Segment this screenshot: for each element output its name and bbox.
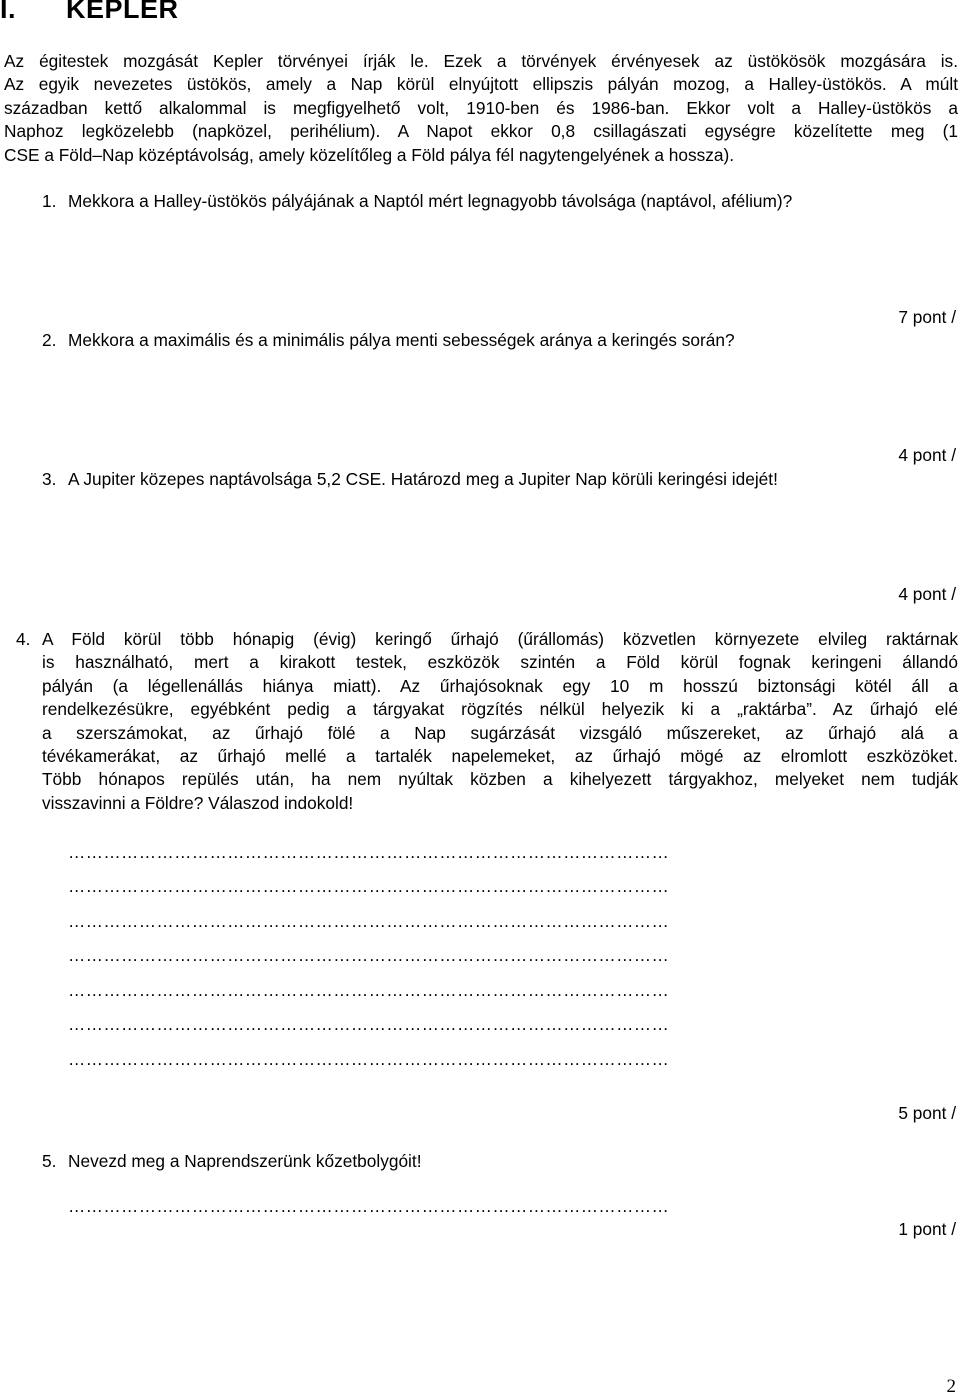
section-heading xyxy=(0,0,179,25)
question-1 xyxy=(42,191,792,212)
question-3 xyxy=(42,469,778,490)
question-4-points: 5 pont / xyxy=(898,1103,956,1123)
question-number: 5. xyxy=(42,1151,57,1171)
intro-line: Az égitestek mozgását Kepler törvényei írják le. Ezek a törvények érvényesek az üstökösök mozgására is. xyxy=(4,51,958,71)
question-4-line: visszavinni a Földre? Válaszod indokold! xyxy=(42,792,354,813)
question-2-points: 4 pont / xyxy=(898,445,956,465)
question-4-line: pályán (a légellenállás hiánya miatt). Az űrhajósoknak egy 10 m hosszú biztonsági kötél áll a xyxy=(42,675,958,696)
section-number: I. xyxy=(0,0,17,24)
answer-line[interactable]: ………………………………………………………………………………………… xyxy=(68,1049,670,1069)
answer-line[interactable]: ………………………………………………………………………………………… xyxy=(68,911,670,931)
answer-line[interactable]: ………………………………………………………………………………………… xyxy=(68,980,670,1000)
answer-line[interactable]: ………………………………………………………………………………………… xyxy=(68,842,670,862)
question-2 xyxy=(42,330,735,351)
question-4-line xyxy=(16,628,958,651)
intro-line: Naphoz legközelebb (napközel, perihélium). A Napot ekkor 0,8 csillagászati egységre közelítette meg (1 xyxy=(4,121,958,142)
question-3-points: 4 pont / xyxy=(898,584,956,604)
question-4-line: is használható, mert a kirakott testek, eszközök szintén a Föld körül fognak keringeni állandó xyxy=(42,652,958,673)
intro-paragraph xyxy=(4,50,958,167)
intro-line: Az egyik nevezetes üstökös, amely a Nap körül elnyújtott ellipszis pályán mozog, a Halley-üstökös. A múlt xyxy=(4,74,958,95)
answer-line[interactable]: ………………………………………………………………………………………… xyxy=(68,1014,670,1034)
question-4 xyxy=(16,628,958,815)
question-5-points: 1 pont / xyxy=(898,1219,956,1239)
question-4-line: Több hónapos repülés után, ha nem nyúltak közben a kihelyezett tárgyakhoz, melyeket nem tudják xyxy=(42,769,958,790)
question-4-line: rendelkezésükre, egyébként pedig a tárgyakat rögzítés nélkül helyezik ki a „raktárba”. Az űrhajó elé xyxy=(42,699,958,720)
question-1-points: 7 pont / xyxy=(898,307,956,327)
question-text: Mekkora a maximális és a minimális pálya menti sebességek aránya a keringés során? xyxy=(68,330,735,350)
question-number: 4. xyxy=(16,629,31,649)
intro-line: században kettő alkalommal is megfigyelhető volt, 1910-ben és 1986-ban. Ekkor volt a Halley-üstökös a xyxy=(4,97,958,118)
question-number: 1. xyxy=(42,191,57,211)
question-4-line: tévékamerákat, az űrhajó mellé a tartalék napelemeket, az űrhajó mögé az elromlott eszközöket. xyxy=(42,745,958,766)
question-4-line: a szerszámokat, az űrhajó fölé a Nap sugárzását vizsgáló műszereket, az űrhajó alá a xyxy=(42,722,958,743)
answer-line[interactable]: ………………………………………………………………………………………… xyxy=(68,876,670,896)
question-text: Nevezd meg a Naprendszerünk kőzetbolygóit! xyxy=(68,1151,422,1171)
page-number: 2 xyxy=(946,1376,956,1397)
question-text: Mekkora a Halley-üstökös pályájának a Naptól mért legnagyobb távolsága (naptávol, afélium)? xyxy=(68,191,793,211)
question-number: 3. xyxy=(42,469,57,489)
question-number: 2. xyxy=(42,330,57,350)
answer-line[interactable]: ………………………………………………………………………………………… xyxy=(68,1196,670,1216)
answer-line[interactable]: ………………………………………………………………………………………… xyxy=(68,945,670,965)
section-title: KEPLER xyxy=(66,0,179,24)
question-text: A Föld körül több hónapig (évig) keringő űrhajó (űrállomás) közvetlen környezete elvileg raktárnak xyxy=(42,629,958,649)
intro-line: CSE a Föld–Nap középtávolság, amely közelítőleg a Föld pálya fél nagytengelyének a hossza). xyxy=(4,144,735,165)
question-5 xyxy=(42,1151,422,1172)
question-text: A Jupiter közepes naptávolsága 5,2 CSE. Határozd meg a Jupiter Nap körüli keringési idejét! xyxy=(68,469,778,489)
